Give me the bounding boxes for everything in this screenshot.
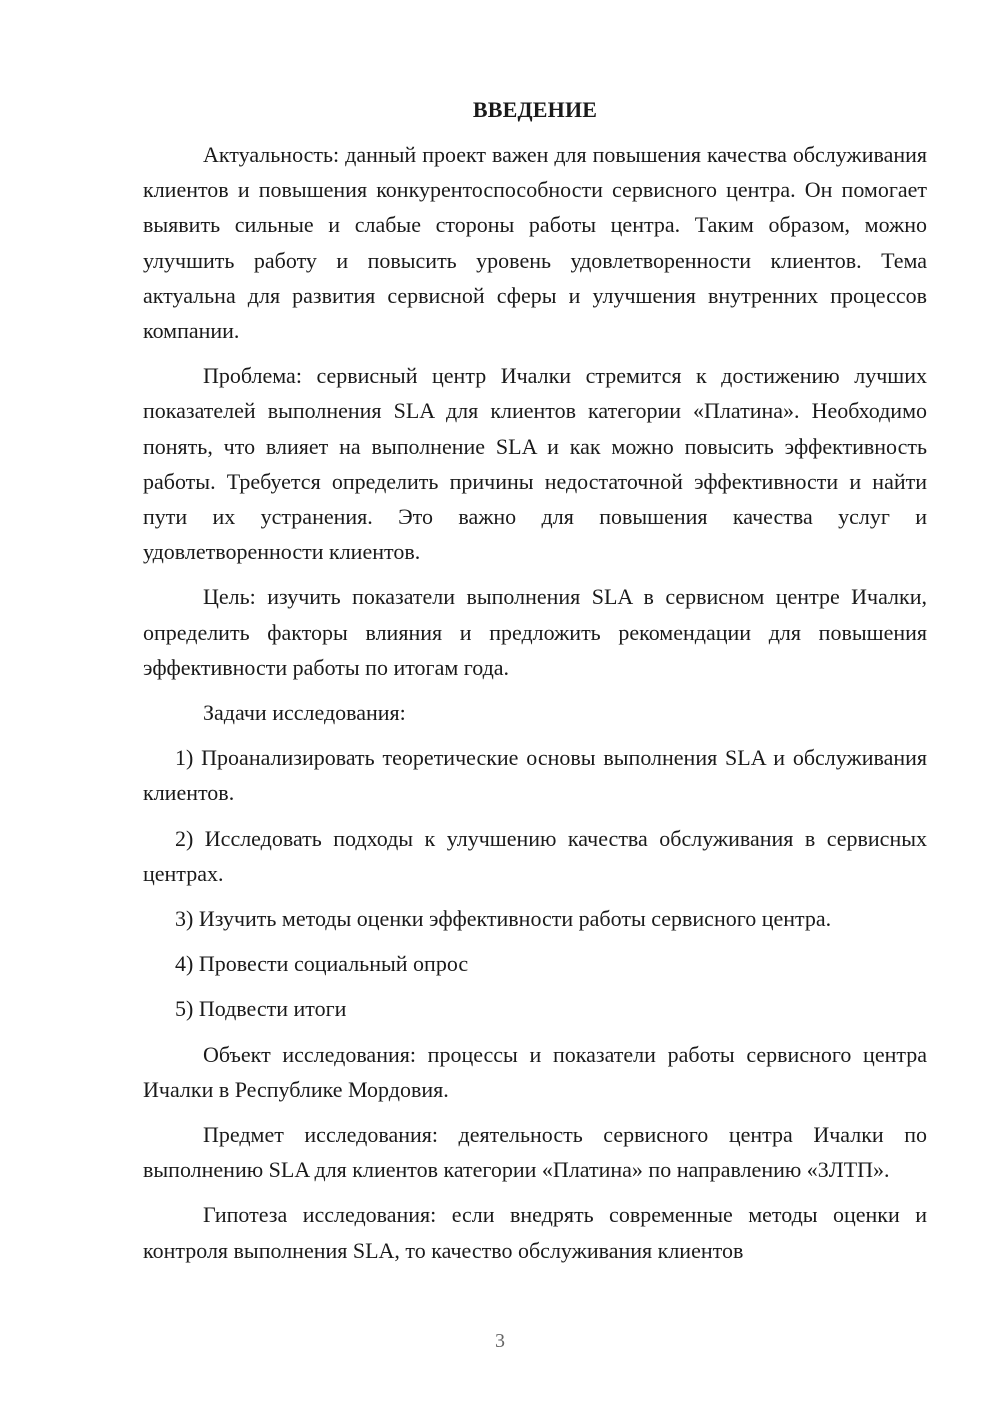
list-item-task-1: 1) Проанализировать теоретические основы выполнения SLA и обслуживания клиентов.	[143, 745, 927, 806]
paragraph-tasks-title: Задачи исследования:	[203, 700, 406, 726]
paragraph-hypothesis: Гипотеза исследования: если внедрять современные методы оценки и контроля выполнения SLA, то качество обслуживания клиентов	[143, 1202, 927, 1263]
list-item-task-3: 3) Изучить методы оценки эффективности работы сервисного центра.	[175, 906, 832, 932]
paragraph-problem: Проблема: сервисный центр Ичалки стремится к достижению лучших показателей выполнения SLA для клиентов категории «Платина». Необходимо понять, что влияет на выполнение SLA и как можно повысить эффективность работы. Требуется определить причины недостаточной эффективности и найти пути их устранения. Это важно для повышения качества услуг и удовлетворенности клиентов.	[143, 363, 927, 565]
list-item-task-2: 2) Исследовать подходы к улучшению качества обслуживания в сервисных центрах.	[143, 825, 927, 886]
document-page	[143, 92, 927, 1268]
page-number: 3	[495, 1330, 505, 1352]
paragraph-object: Объект исследования: процессы и показатели работы сервисного центра Ичалки в Республике Мордовия.	[143, 1041, 927, 1102]
paragraph-relevance: Актуальность: данный проект важен для повышения качества обслуживания клиентов и повышения конкурентоспособности сервисного центра. Он помогает выявить сильные и слабые стороны работы центра. Таким образом, можно улучшить работу и повысить уровень удовлетворенности клиентов. Тема актуальна для развития сервисной сферы и улучшения внутренних процессов компании.	[143, 142, 927, 344]
paragraph-subject: Предмет исследования: деятельность сервисного центра Ичалки по выполнению SLA для клиентов категории «Платина» по направлению «3ЛТП».	[143, 1122, 927, 1183]
list-item-task-5: 5) Подвести итоги	[175, 996, 347, 1022]
paragraph-goal: Цель: изучить показатели выполнения SLA в сервисном центре Ичалки, определить факторы влияния и предложить рекомендации для повышения эффективности работы по итогам года.	[143, 584, 927, 680]
list-item-task-4: 4) Провести социальный опрос	[175, 951, 469, 977]
section-heading: ВВЕДЕНИЕ	[472, 97, 598, 122]
